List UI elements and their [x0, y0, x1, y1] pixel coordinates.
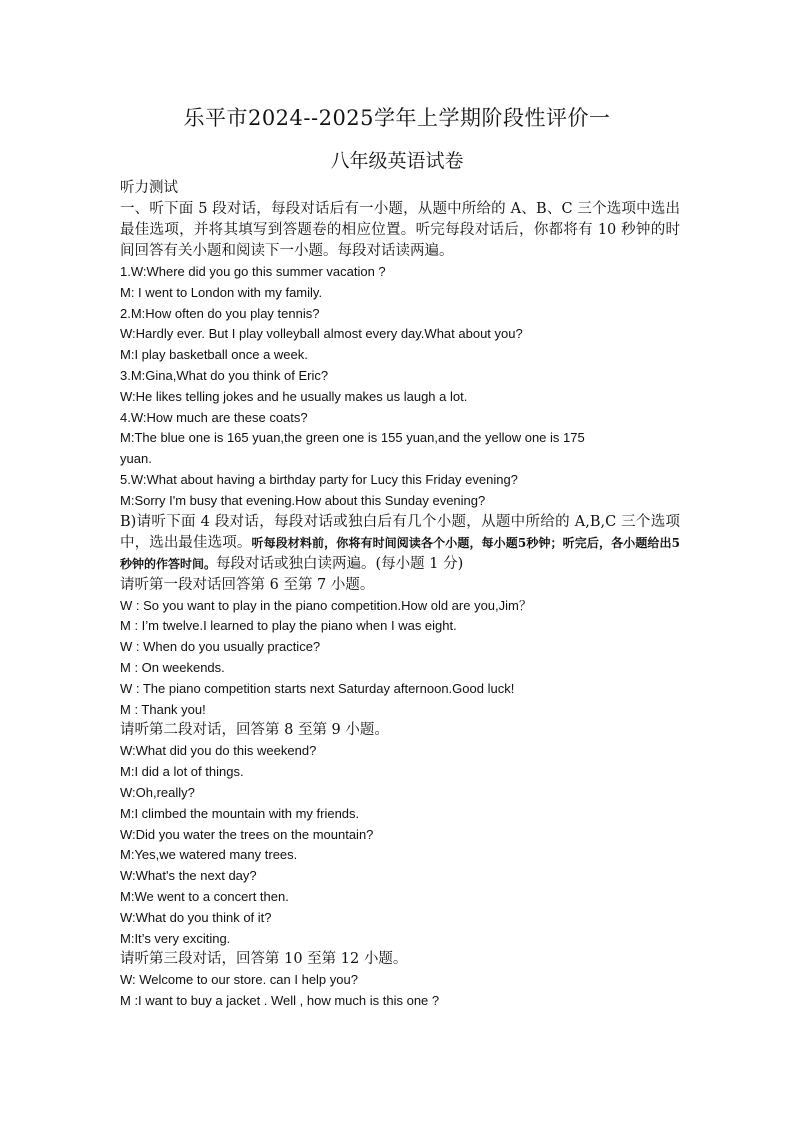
transcript-line: W:What did you do this weekend? [120, 743, 317, 759]
transcript-line: W : When do you usually practice? [120, 639, 321, 655]
part2-instructions-c: 每段对话或独白读两遍。(每小题 1 分) [216, 555, 464, 572]
transcript-line: W:Did you water the trees on the mountain? [120, 826, 374, 842]
transcript-line: W:What do you think of it? [120, 909, 272, 925]
transcript-line: W:He likes telling jokes and he usually makes us laugh a lot. [120, 388, 468, 404]
part1-instructions: 一、听下面 5 段对话，每段对话后有一小题，从题中所给的 A、B、C 三个选项中选出最佳选项，并将其填写到答题卷的相应位置。听完每段对话后，你都将有 10 秒钟的时间回答有关小题和阅读下一小题。每段对话读两遍。 [120, 201, 680, 259]
transcript-line: 1.W:Where did you go this summer vacation ? [120, 264, 386, 279]
transcript-line: M:I play basketball once a week. [120, 347, 308, 363]
dialog-heading: 请听第二段对话，回答第 8 至第 9 小题。 [120, 722, 389, 739]
transcript-line: M:We went to a concert then. [120, 888, 289, 904]
page-subtitle: 八年级英语试卷 [330, 150, 464, 172]
part2-instructions-a: B)请听下面 4 段对话，每段对话或独白后有几个小题，从题中所给的 A,B,C 三个选项中，选出最佳选项。 [120, 513, 680, 551]
transcript-line: W: Welcome to our store. can I help you? [120, 972, 358, 988]
transcript-line: 5.W:What about having a birthday party for Lucy this Friday evening? [120, 471, 518, 487]
transcript-line: M : I’m twelve.I learned to play the piano when I was eight. [120, 618, 457, 634]
transcript-line: W:Oh,really? [120, 784, 195, 800]
transcript-line: M:The blue one is 165 yuan,the green one is 155 yuan,and the yellow one is 175 yuan. [120, 430, 585, 467]
transcript-line: 3.M:Gina,What do you think of Eric? [120, 367, 329, 383]
transcript-line: M:I climbed the mountain with my friends. [120, 805, 360, 821]
part2-instructions-bold: 听每段材料前，你将有时间阅读各个小题，每小题5秒钟；听完后，各小题给出5秒钟的作答时间。 [120, 535, 681, 571]
transcript-line: 2.M:How often do you play tennis? [120, 305, 320, 321]
transcript-line: M:I did a lot of things. [120, 764, 244, 780]
section-heading: 听力测试 [120, 180, 178, 196]
dialog-heading: 请听第一段对话回答第 6 至第 7 小题。 [120, 576, 375, 593]
exam-body [120, 178, 680, 1012]
transcript-line: M:Yes,we watered many trees. [120, 847, 298, 863]
dialog-heading: 请听第三段对话，回答第 10 至第 12 小题。 [120, 951, 408, 968]
page-title: 乐平市2024--2025学年上学期阶段性评价一 [183, 106, 611, 130]
transcript-line: W:What's the next day? [120, 868, 257, 884]
transcript-line: M : On weekends. [120, 659, 225, 675]
transcript-line: W:Hardly ever. But I play volleyball almost every day.What about you? [120, 326, 523, 342]
transcript-line: M :I want to buy a jacket . Well , how much is this one ? [120, 993, 440, 1009]
transcript-line: M: I went to London with my family. [120, 284, 323, 300]
transcript-line: W : So you want to play in the piano competition.How old are you,Jim？ [120, 597, 532, 613]
transcript-line: M : Thank you! [120, 701, 206, 717]
part2-instructions [120, 512, 680, 575]
transcript-line: M:It’s very exciting. [120, 930, 231, 946]
transcript-line: 4.W:How much are these coats? [120, 409, 308, 425]
transcript-line: M:Sorry I'm busy that evening.How about this Sunday evening? [120, 492, 486, 508]
transcript-line: W : The piano competition starts next Saturday afternoon.Good luck! [120, 680, 515, 696]
